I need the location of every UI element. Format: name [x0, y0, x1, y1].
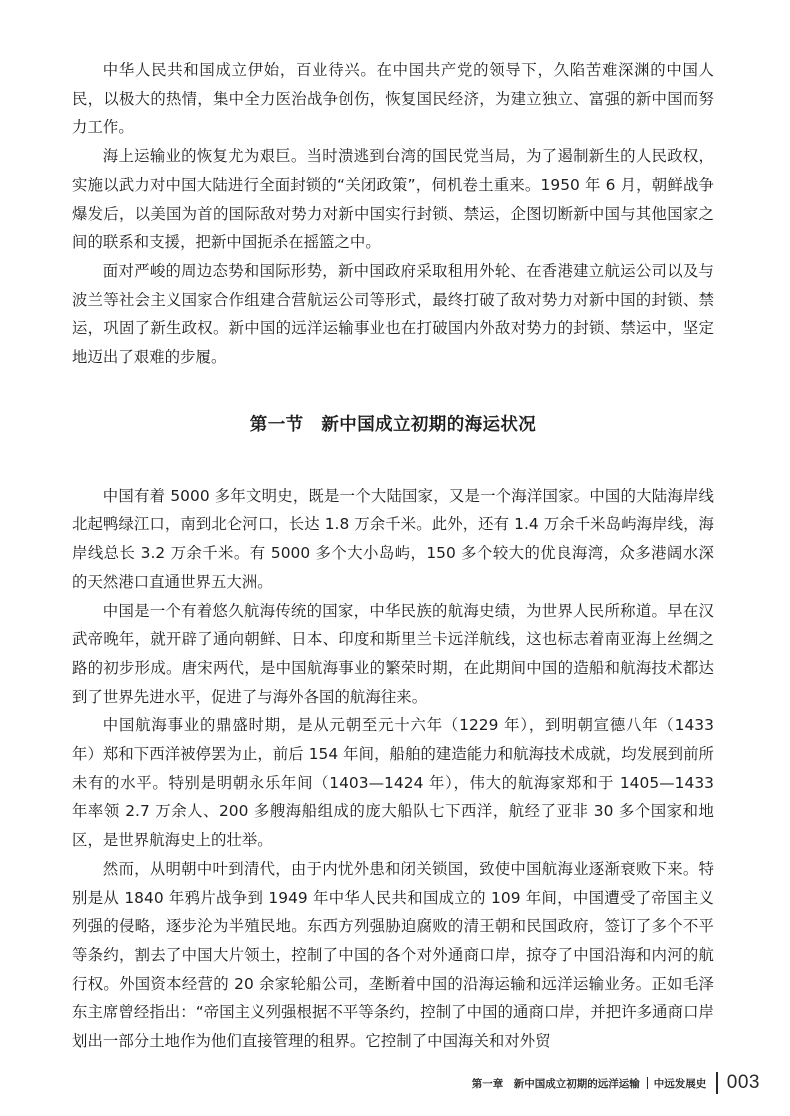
body-paragraph: 中国是一个有着悠久航海传统的国家，中华民族的航海史绩，为世界人民所称道。早在汉武帝晚年，就开辟了通向朝鲜、日本、印度和斯里兰卡远洋航线，这也标志着南亚海上丝绸之路的初步形成。唐宋两代，是中国航海事业的繁荣时期，在此期间中国的造船和航海技术都达到了世界先进水平，促进了与海外各国的航海往来。 — [72, 601, 714, 706]
footer-book-title: 中远发展史 — [653, 1077, 707, 1090]
page-content — [72, 56, 714, 1056]
section-title: 第一节 新中国成立初期的海运状况 — [249, 414, 537, 435]
page-footer — [472, 1072, 760, 1094]
page-number: 003 — [726, 1072, 760, 1093]
footer-divider — [647, 1077, 648, 1089]
footer-page-divider — [716, 1072, 718, 1094]
intro-paragraph: 面对严峻的周边态势和国际形势，新中国政府采取租用外轮、在香港建立航运公司以及与波兰等社会主义国家合作组建合营航运公司等形式，最终打破了敌对势力对新中国的封锁、禁运，巩固了新生政权。新中国的远洋运输事业也在打破国内外敌对势力的封锁、禁运中，坚定地迈出了艰难的步履。 — [72, 261, 714, 367]
intro-paragraph: 中华人民共和国成立伊始，百业待兴。在中国共产党的领导下，久陷苦难深渊的中国人民，以极大的热情，集中全力医治战争创伤，恢复国民经济，为建立独立、富强的新中国而努力工作。 — [72, 61, 714, 137]
footer-chapter-title: 第一章 新中国成立初期的远洋运输 — [471, 1077, 640, 1090]
body-paragraph: 中国航海事业的鼎盛时期，是从元朝至元十六年（1229 年），到明朝宣德八年（1433 年）郑和下西洋被停罢为止，前后 154 年间，船舶的建造能力和航海技术成就，均发展到前所未有的水平。特别是明朝永乐年间（1403—1424 年），伟大的航海家郑和于 1405—1433 年率领 2.7 万余人、200 多艘海船组成的庞大船队七下西洋，航经了亚非 30 多个国家和地区，是世界航海史上的壮举。 — [72, 716, 714, 850]
intro-paragraph: 海上运输业的恢复尤为艰巨。当时溃逃到台湾的国民党当局，为了遏制新生的人民政权，实施以武力对中国大陆进行全面封锁的“关闭政策”，伺机卷土重来。1950 年 6 月，朝鲜战争爆发后，以美国为首的国际敌对势力对新中国实行封锁、禁运，企图切断新中国与其他国家之间的联系和支援，把新中国扼杀在摇篮之中。 — [72, 147, 714, 252]
body-paragraph: 然而，从明朝中叶到清代，由于内忧外患和闭关锁国，致使中国航海业逐渐衰败下来。特别是从 1840 年鸦片战争到 1949 年中华人民共和国成立的 109 年间，中国遭受了帝国主义列强的侵略，逐步沦为半殖民地。东西方列强胁迫腐败的清王朝和民国政府，签订了多个不平等条约，割去了中国大片领土，控制了中国的各个对外通商口岸，掠夺了中国沿海和内河的航行权。外国资本经营的 20 余家轮船公司，垄断着中国的沿海运输和远洋运输业务。正如毛泽东主席曾经指出：“帝国主义列强根据不平等条约，控制了中国的通商口岸，并把许多通商口岸划出一部分土地作为他们直接管理的租界。它控制了中国海关和对外贸 — [72, 859, 714, 1051]
body-paragraph: 中国有着 5000 多年文明史，既是一个大陆国家，又是一个海洋国家。中国的大陆海岸线北起鸭绿江口，南到北仑河口，长达 1.8 万余千米。此外，还有 1.4 万余千米岛屿海岸线，海岸线总长 3.2 万余千米。有 5000 多个大小岛屿，150 多个较大的优良海湾，众多港阔水深的天然港口直通世界五大洲。 — [72, 486, 714, 591]
